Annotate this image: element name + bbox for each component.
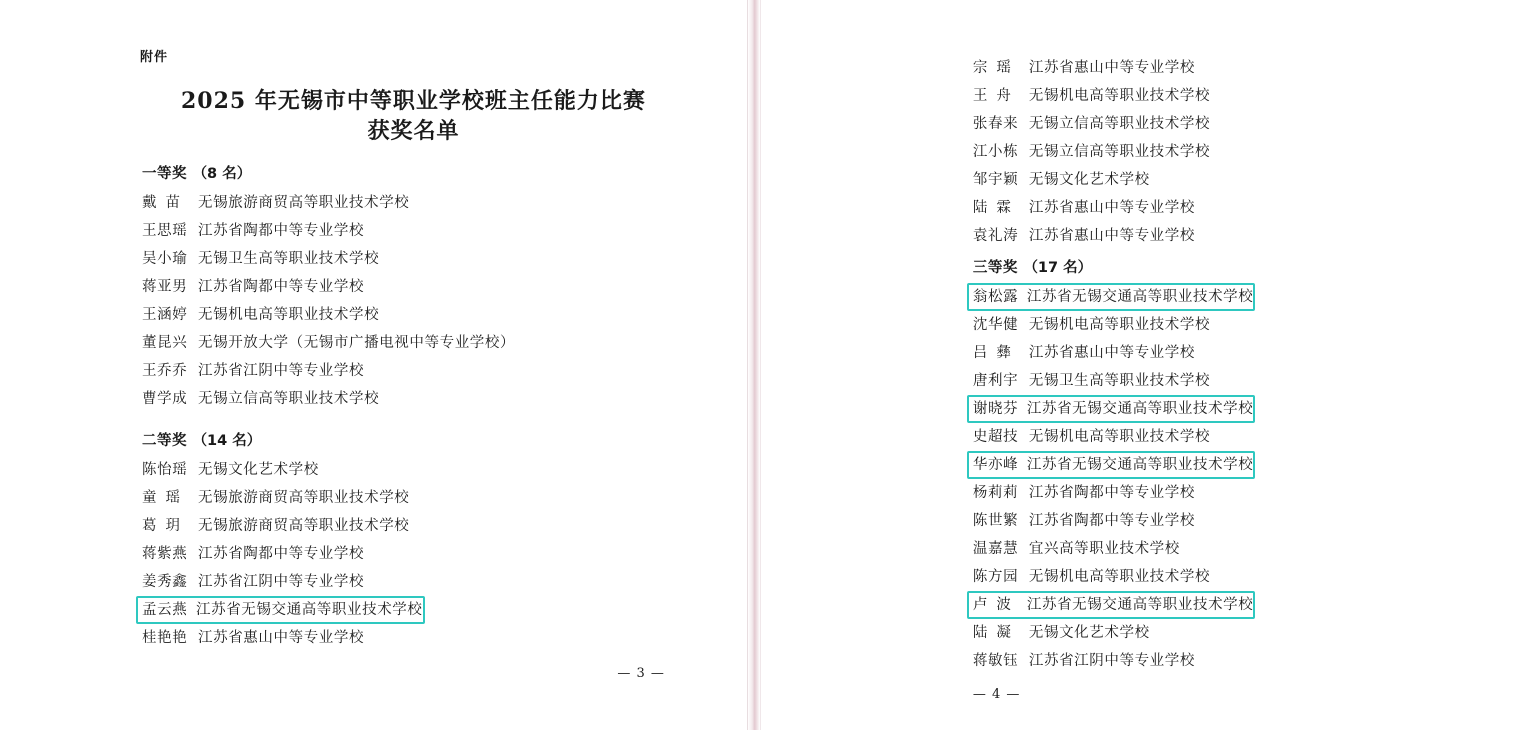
winner-school: 无锡立信高等职业技术学校	[1028, 144, 1211, 160]
winner-name: 蒋紫燕	[142, 546, 188, 563]
winner-school: 无锡旅游商贸高等职业技术学校	[198, 518, 410, 535]
list-item-highlighted	[967, 591, 1256, 619]
winner-name: 王 舟	[972, 88, 1012, 104]
list-item	[140, 484, 409, 512]
award-group-third	[971, 256, 1408, 675]
winner-school: 江苏省无锡交通高等职业技术学校	[1026, 289, 1254, 305]
winner-name: 葛 玥	[142, 518, 181, 535]
winner-name: 王思瑶	[142, 223, 188, 240]
award-group-second	[140, 429, 687, 652]
list-item	[971, 619, 1150, 647]
winner-name: 吕 彝	[972, 345, 1012, 361]
winner-school: 无锡卫生高等职业技术学校	[198, 251, 380, 268]
winner-name: 谢晓芬	[972, 401, 1019, 417]
list-item	[971, 311, 1210, 339]
page-number-right: — 4 —	[972, 687, 1021, 702]
winner-name: 江小栋	[972, 144, 1019, 160]
winner-school: 江苏省陶都中等专业学校	[198, 279, 365, 296]
winner-school: 无锡机电高等职业技术学校	[1028, 317, 1211, 333]
winner-school: 无锡旅游商贸高等职业技术学校	[198, 490, 410, 507]
list-item	[971, 563, 1210, 591]
list-item	[140, 357, 364, 385]
list-item-highlighted	[967, 395, 1256, 423]
list-item	[971, 222, 1195, 250]
winner-school: 无锡文化艺术学校	[1028, 172, 1150, 188]
winner-school: 江苏省惠山中等专业学校	[198, 630, 365, 647]
winner-name: 陆 凝	[972, 625, 1012, 641]
winner-school: 无锡文化艺术学校	[198, 462, 319, 479]
list-item	[140, 540, 364, 568]
winner-name: 张春来	[972, 116, 1019, 132]
winner-school: 江苏省陶都中等专业学校	[198, 223, 365, 240]
winner-school: 宜兴高等职业技术学校	[1028, 541, 1180, 557]
winner-name: 温嘉慧	[972, 541, 1019, 557]
winner-school: 无锡卫生高等职业技术学校	[1028, 373, 1211, 389]
award-entry-list	[971, 283, 1408, 675]
winner-name: 陈方园	[972, 569, 1019, 585]
page-right	[761, 0, 1528, 730]
list-item	[140, 273, 364, 301]
award-group-label: 二等奖	[142, 433, 187, 450]
winner-name: 沈华健	[972, 317, 1019, 333]
award-group-heading	[971, 256, 1408, 277]
list-item	[140, 301, 379, 329]
page-title	[140, 87, 687, 146]
winner-name: 陈世繁	[972, 513, 1019, 529]
winner-school: 无锡旅游商贸高等职业技术学校	[198, 195, 410, 212]
winner-name: 曹学成	[142, 391, 188, 408]
winner-name: 孟云燕	[142, 602, 188, 619]
winner-school: 江苏省江阴中等专业学校	[198, 574, 365, 591]
winner-school: 无锡机电高等职业技术学校	[198, 307, 380, 324]
page-left	[0, 0, 747, 730]
winner-school: 江苏省无锡交通高等职业技术学校	[196, 602, 423, 619]
list-item	[140, 385, 379, 413]
page-gutter	[747, 0, 761, 730]
list-item	[140, 329, 515, 357]
award-group-count: （8 名）	[192, 166, 252, 183]
list-item	[971, 339, 1195, 367]
award-group-label: 三等奖	[972, 260, 1018, 276]
list-item	[971, 423, 1210, 451]
winner-school: 无锡机电高等职业技术学校	[1028, 88, 1211, 104]
winner-school: 江苏省无锡交通高等职业技术学校	[1026, 597, 1254, 613]
list-item	[971, 166, 1150, 194]
list-item	[140, 456, 319, 484]
award-entry-list	[140, 456, 687, 652]
list-item	[140, 624, 364, 652]
winner-name: 杨莉莉	[972, 485, 1019, 501]
list-item	[140, 512, 409, 540]
winner-name: 袁礼涛	[972, 228, 1019, 244]
winner-name: 桂艳艳	[142, 630, 188, 647]
award-group-heading	[140, 429, 687, 450]
list-item	[140, 217, 364, 245]
winner-name: 蒋亚男	[142, 279, 188, 296]
award-entry-list	[140, 189, 687, 413]
winner-name: 吴小瑜	[142, 251, 188, 268]
winner-name: 华亦峰	[972, 457, 1019, 473]
winner-school: 江苏省惠山中等专业学校	[1028, 345, 1195, 361]
winner-name: 史超技	[972, 429, 1019, 445]
winner-school: 无锡机电高等职业技术学校	[1028, 429, 1211, 445]
award-group-count: （17 名）	[1023, 260, 1093, 276]
winner-school: 无锡立信高等职业技术学校	[1028, 116, 1211, 132]
winner-name: 邹宇颖	[972, 172, 1019, 188]
winner-school: 江苏省惠山中等专业学校	[1028, 228, 1195, 244]
winner-school: 江苏省惠山中等专业学校	[1028, 60, 1195, 76]
attachment-label: 附件	[140, 50, 169, 65]
winner-name: 卢 波	[972, 597, 1012, 613]
award-group-count: （14 名）	[192, 433, 262, 450]
winner-name: 王涵婷	[142, 307, 188, 324]
winner-school: 江苏省江阴中等专业学校	[198, 363, 365, 380]
list-item	[971, 110, 1210, 138]
list-item	[971, 367, 1210, 395]
award-group-first	[140, 162, 687, 413]
list-item	[971, 194, 1195, 222]
page-title-line-2: 获奖名单	[367, 117, 460, 144]
winner-name: 翁松露	[972, 289, 1019, 305]
winner-school: 江苏省无锡交通高等职业技术学校	[1026, 401, 1254, 417]
winner-school: 江苏省陶都中等专业学校	[1028, 485, 1195, 501]
winner-school: 江苏省无锡交通高等职业技术学校	[1026, 457, 1254, 473]
list-item	[971, 507, 1195, 535]
winner-name: 陆 霖	[972, 200, 1012, 216]
winner-name: 戴 苗	[142, 195, 181, 212]
winner-name: 童 瑶	[142, 490, 181, 507]
winner-name: 王乔乔	[142, 363, 188, 380]
award-group-heading	[140, 162, 687, 183]
winner-school: 无锡开放大学（无锡市广播电视中等专业学校）	[198, 335, 516, 352]
award-group-label: 一等奖	[142, 166, 187, 183]
winner-name: 董昆兴	[142, 335, 188, 352]
page-number-left: — 3 —	[617, 666, 665, 682]
winner-school: 无锡机电高等职业技术学校	[1028, 569, 1211, 585]
list-item	[971, 535, 1180, 563]
list-item	[140, 568, 364, 596]
list-item	[971, 647, 1195, 675]
page-title-line-1: 2025 年无锡市中等职业学校班主任能力比赛	[181, 88, 646, 114]
winner-school: 江苏省惠山中等专业学校	[1028, 200, 1195, 216]
winner-name: 宗 瑶	[972, 60, 1012, 76]
winner-school: 江苏省陶都中等专业学校	[1028, 513, 1195, 529]
winner-school: 无锡立信高等职业技术学校	[198, 391, 380, 408]
winner-name: 唐利宇	[972, 373, 1019, 389]
winner-school: 无锡文化艺术学校	[1028, 625, 1150, 641]
winner-school: 江苏省江阴中等专业学校	[1028, 653, 1195, 669]
winner-school: 江苏省陶都中等专业学校	[198, 546, 365, 563]
list-item	[140, 189, 409, 217]
continued-entry-list	[971, 54, 1408, 250]
list-item	[140, 245, 379, 273]
list-item	[971, 54, 1195, 82]
list-item-highlighted	[136, 596, 425, 624]
list-item	[971, 138, 1210, 166]
list-item-highlighted	[967, 451, 1256, 479]
winner-name: 陈怡瑶	[142, 462, 188, 479]
list-item	[971, 82, 1210, 110]
list-item-highlighted	[967, 283, 1256, 311]
winner-name: 蒋敏钰	[972, 653, 1019, 669]
winner-name: 姜秀鑫	[142, 574, 188, 591]
list-item	[971, 479, 1195, 507]
